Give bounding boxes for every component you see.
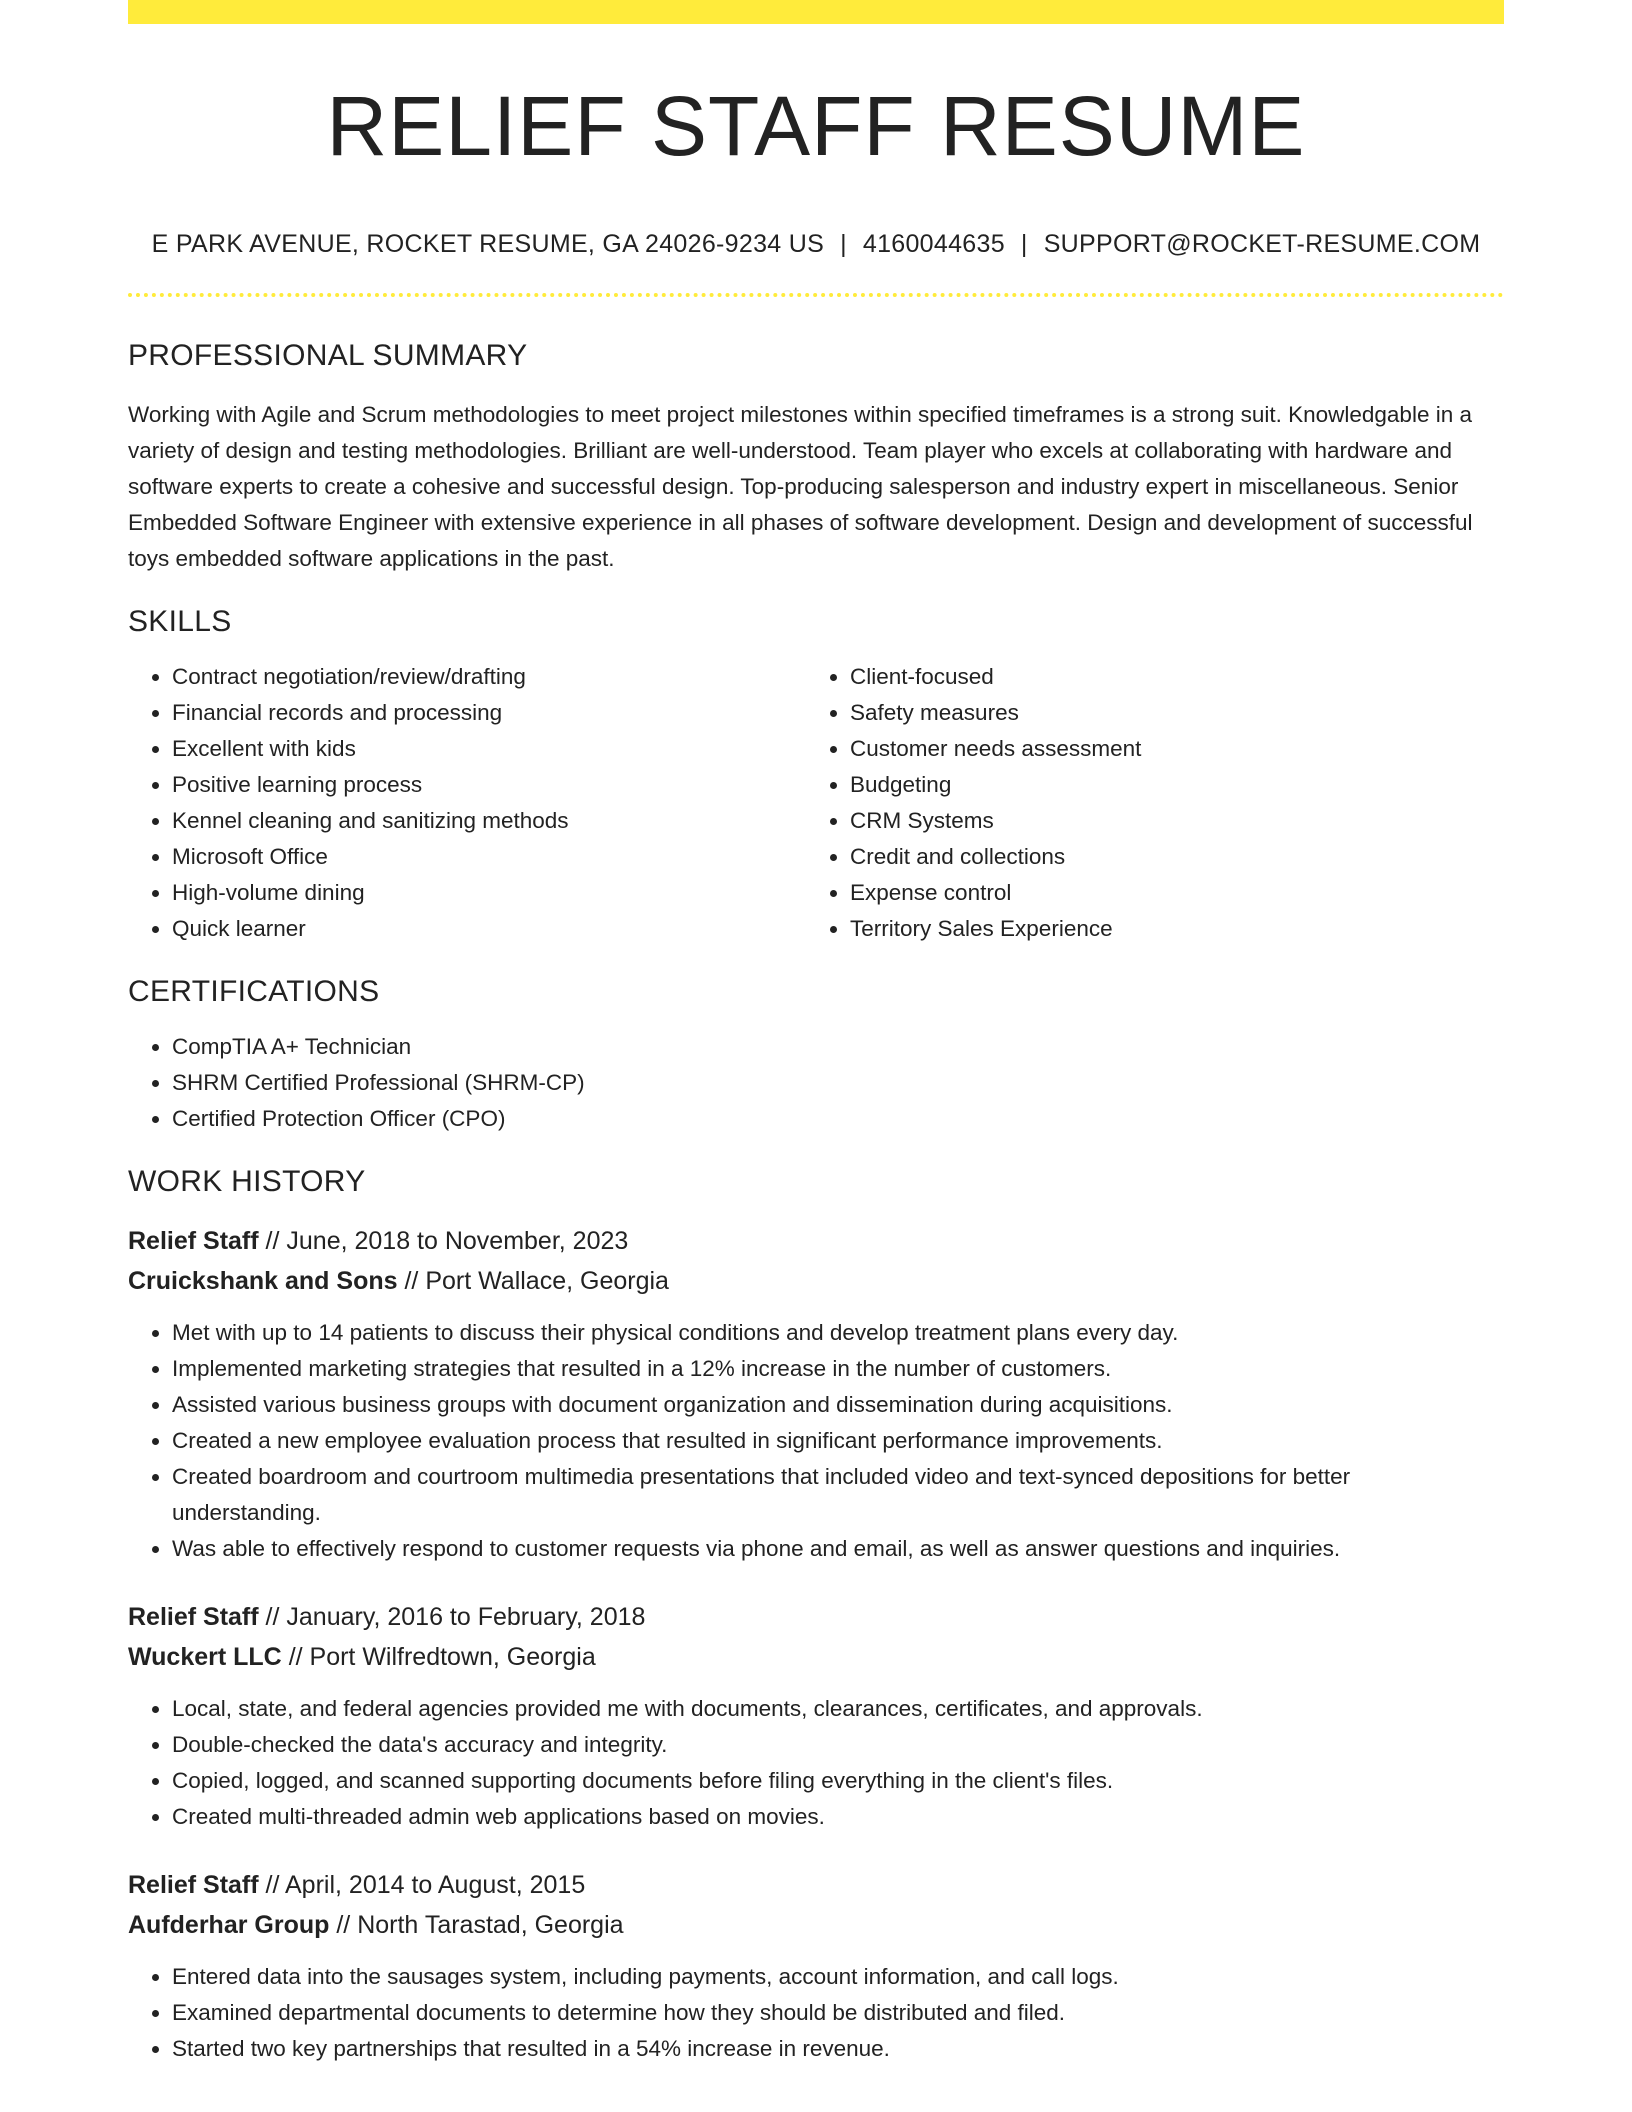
skill-item: • Kennel cleaning and sanitizing methods (172, 803, 806, 839)
skills-list-right (806, 659, 1484, 947)
job-company: Cruickshank and Sons (128, 1267, 398, 1296)
job-bullet: • Assisted various business groups with document organization and dissemination during acquisitions. (172, 1387, 1504, 1423)
work-history-heading: WORK HISTORY (128, 1165, 366, 1199)
accent-top-bar (128, 0, 1504, 24)
skill-item: • Excellent with kids (172, 731, 806, 767)
job-bullet: • Implemented marketing strategies that resulted in a 12% increase in the number of customers. (172, 1351, 1504, 1387)
resume-page (128, 24, 1504, 2067)
job-company: Wuckert LLC (128, 1643, 282, 1672)
skill-item: • Safety measures (850, 695, 1484, 731)
skill-item: • Financial records and processing (172, 695, 806, 731)
certification-item: • CompTIA A+ Technician (172, 1029, 1504, 1065)
job-bullets (128, 1691, 1504, 1835)
skills-list-left (128, 659, 806, 947)
job-bullet: • Created a new employee evaluation process that resulted in significant performance improvements. (172, 1423, 1504, 1459)
job-title: Relief Staff (128, 1227, 259, 1256)
certifications-list (128, 1029, 1504, 1137)
job-entry (128, 1597, 1504, 1835)
job-bullet: • Entered data into the sausages system, including payments, account information, and call logs. (172, 1959, 1504, 1995)
job-bullet: • Local, state, and federal agencies provided me with documents, clearances, certificates, and approvals. (172, 1691, 1504, 1727)
skill-item: • Positive learning process (172, 767, 806, 803)
skill-item: • Client-focused (850, 659, 1484, 695)
skills-grid (128, 639, 1504, 947)
contact-phone: 4160044635 (862, 230, 1005, 259)
contact-line (128, 230, 1504, 259)
job-company-line (128, 1261, 1504, 1301)
job-company: Aufderhar Group (128, 1911, 330, 1940)
contact-separator: | (1020, 230, 1028, 259)
job-title: Relief Staff (128, 1603, 259, 1632)
skill-item: • Credit and collections (850, 839, 1484, 875)
job-bullet: • Copied, logged, and scanned supporting documents before filing everything in the client's files. (172, 1763, 1504, 1799)
skill-item: • High-volume dining (172, 875, 806, 911)
certification-item: • SHRM Certified Professional (SHRM-CP) (172, 1065, 1504, 1101)
job-title-line (128, 1597, 1504, 1637)
skill-item: • CRM Systems (850, 803, 1484, 839)
job-location: // North Tarastad, Georgia (336, 1911, 624, 1940)
job-dates: // January, 2016 to February, 2018 (265, 1603, 646, 1632)
job-dates: // June, 2018 to November, 2023 (265, 1227, 629, 1256)
job-bullets (128, 1315, 1504, 1567)
job-bullet: • Was able to effectively respond to customer requests via phone and email, as well as answer questions and inquiries. (172, 1531, 1504, 1567)
certifications-heading: CERTIFICATIONS (128, 975, 380, 1009)
job-bullet: • Met with up to 14 patients to discuss their physical conditions and develop treatment plans every day. (172, 1315, 1504, 1351)
skill-item: • Quick learner (172, 911, 806, 947)
summary-heading: PROFESSIONAL SUMMARY (128, 339, 528, 373)
job-title-line (128, 1221, 1504, 1261)
job-bullet: • Created boardroom and courtroom multimedia presentations that included video and text-synced depositions for better understanding. (172, 1459, 1504, 1531)
job-company-line (128, 1637, 1504, 1677)
skill-item: • Budgeting (850, 767, 1484, 803)
skill-item: • Customer needs assessment (850, 731, 1484, 767)
summary-text: Working with Agile and Scrum methodologies to meet project milestones within specified timeframes is a strong suit. Knowledgable in a variety of design and testing methodologies. Brilliant are well-understood. Team player who excels at collaborating with hardware and software experts to create a cohesive and successful design. Top-producing salesperson and industry expert in miscellaneous. Senior Embedded Software Engineer with extensive experience in all phases of software development. Design and development of successful toys embedded software applications in the past. (128, 402, 1473, 572)
job-title-line (128, 1865, 1504, 1905)
job-location: // Port Wilfredtown, Georgia (288, 1643, 596, 1672)
job-location: // Port Wallace, Georgia (404, 1267, 669, 1296)
job-title: Relief Staff (128, 1871, 259, 1900)
job-bullet: • Double-checked the data's accuracy and integrity. (172, 1727, 1504, 1763)
dotted-divider (128, 293, 1504, 297)
contact-address: E PARK AVENUE, ROCKET RESUME, GA 24026-9234 US (151, 230, 825, 259)
job-bullets (128, 1959, 1504, 2067)
job-bullet: • Examined departmental documents to determine how they should be distributed and filed. (172, 1995, 1504, 2031)
contact-email: SUPPORT@ROCKET-RESUME.COM (1043, 230, 1481, 259)
skills-heading: SKILLS (128, 605, 232, 639)
contact-separator: | (840, 230, 847, 259)
skill-item: • Expense control (850, 875, 1484, 911)
job-entry (128, 1221, 1504, 1567)
resume-title: RELIEF STAFF RESUME (326, 79, 1306, 173)
job-entry (128, 1865, 1504, 2067)
skill-item: • Territory Sales Experience (850, 911, 1484, 947)
job-company-line (128, 1905, 1504, 1945)
job-bullet: • Started two key partnerships that resulted in a 54% increase in revenue. (172, 2031, 1504, 2067)
job-bullet: • Created multi-threaded admin web applications based on movies. (172, 1799, 1504, 1835)
skill-item: • Microsoft Office (172, 839, 806, 875)
job-dates: // April, 2014 to August, 2015 (265, 1871, 586, 1900)
certification-item: • Certified Protection Officer (CPO) (172, 1101, 1504, 1137)
skill-item: • Contract negotiation/review/drafting (172, 659, 806, 695)
